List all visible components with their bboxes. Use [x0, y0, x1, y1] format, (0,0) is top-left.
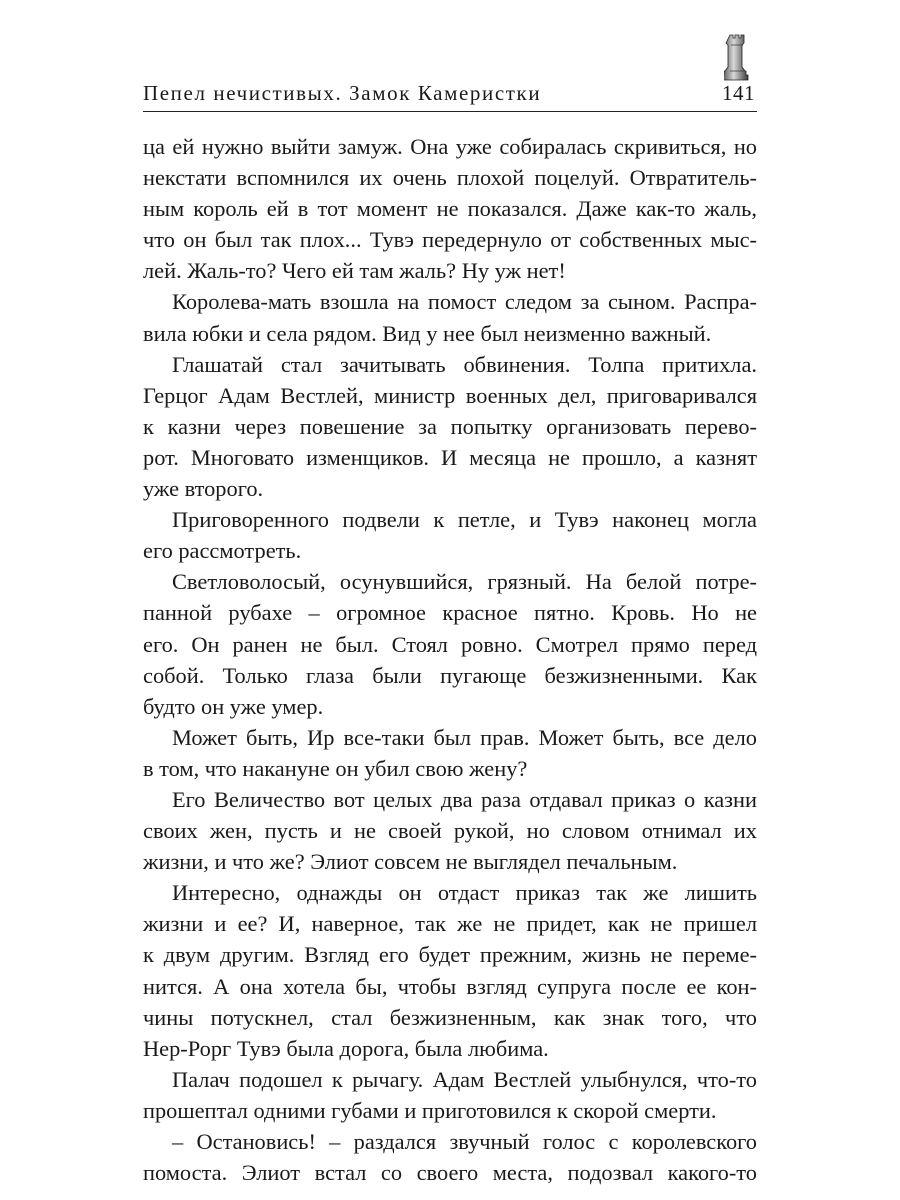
text-line: к двум другим. Взгляд его будет прежним, жизнь не переме-: [143, 942, 757, 968]
text-line: Нер-Рорг Тувэ была дорога, была любима.: [143, 1035, 549, 1061]
text-line: лей. Жаль-то? Чего ей там жаль? Ну уж нет!: [143, 258, 566, 284]
text-line: панной рубахе – огромное красное пятно. Кровь. Но не: [143, 600, 757, 626]
chess-rook-icon: [724, 33, 750, 81]
running-head: [143, 78, 757, 112]
body-text: [143, 131, 757, 1188]
text-line: – Остановись! – раздался звучный голос с королевского: [172, 1129, 757, 1154]
text-line: в том, что накануне он убил свою жену?: [143, 755, 528, 781]
text-line: Палач подошел к рычагу. Адам Вестлей улыбнулся, что-то: [172, 1066, 757, 1092]
text-line: своих жен, пусть и не своей рукой, но словом отнимал их: [143, 818, 757, 844]
page-number: 141: [722, 81, 755, 105]
text-line: вила юбки и села рядом. Вид у нее был неизменно важный.: [143, 320, 712, 346]
text-line: Может быть, Ир все-таки был прав. Может быть, все дело: [172, 724, 757, 750]
text-line: жизни и ее? И, наверное, так же не придет, как не пришел: [143, 911, 757, 937]
running-title: Пепел нечистивых. Замок Камеристки: [143, 81, 542, 105]
text-line: Глашатай стал зачитывать обвинения. Толпа притихла.: [172, 351, 757, 377]
text-line: прошептал одними губами и приготовился к скорой смерти.: [143, 1097, 717, 1123]
text-line: некстати вспомнился их очень плохой поцелуй. Отвратитель-: [143, 165, 757, 191]
text-line: его рассмотреть.: [143, 538, 302, 564]
text-line: уже второго.: [143, 476, 264, 502]
text-line: рот. Многовато изменщиков. И месяца не прошло, а казнят: [143, 444, 757, 470]
text-line: нится. А она хотела бы, чтобы взгляд супруга после ее кон-: [143, 973, 757, 999]
text-line: ца ей нужно выйти замуж. Она уже собиралась скривиться, но: [143, 134, 757, 159]
text-line: собой. Только глаза были пугающе безжизненными. Как: [143, 662, 757, 688]
text-line: чины потускнел, стал безжизненным, как знак того, что: [143, 1004, 757, 1030]
text-line: Герцог Адам Вестлей, министр военных дел, приговаривался: [143, 382, 757, 408]
text-line: его. Он ранен не был. Стоял ровно. Смотрел прямо перед: [143, 631, 757, 657]
text-line: ным король ей в тот момент не показался. Даже как-то жаль,: [143, 196, 757, 222]
text-line: Королева-мать взошла на помост следом за сыном. Распра-: [172, 289, 757, 315]
header-rule: [143, 111, 757, 112]
text-line: Светловолосый, осунувшийся, грязный. На белой потре-: [172, 569, 757, 595]
text-line: к казни через повешение за попытку организовать перево-: [143, 413, 757, 439]
text-line: будто он уже умер.: [143, 693, 324, 719]
text-line: Приговоренного подвели к петле, и Тувэ наконец могла: [172, 507, 757, 533]
text-line: что он был так плох... Тувэ передернуло от собственных мыс-: [143, 227, 757, 253]
text-line: жизни, и что же? Элиот совсем не выглядел печальным.: [143, 849, 678, 875]
text-line: помоста. Элиот встал со своего места, подозвал какого-то: [143, 1160, 757, 1186]
text-line: Интересно, однажды он отдаст приказ так же лишить: [172, 880, 757, 906]
text-line: Его Величество вот целых два раза отдавал приказ о казни: [172, 786, 757, 812]
